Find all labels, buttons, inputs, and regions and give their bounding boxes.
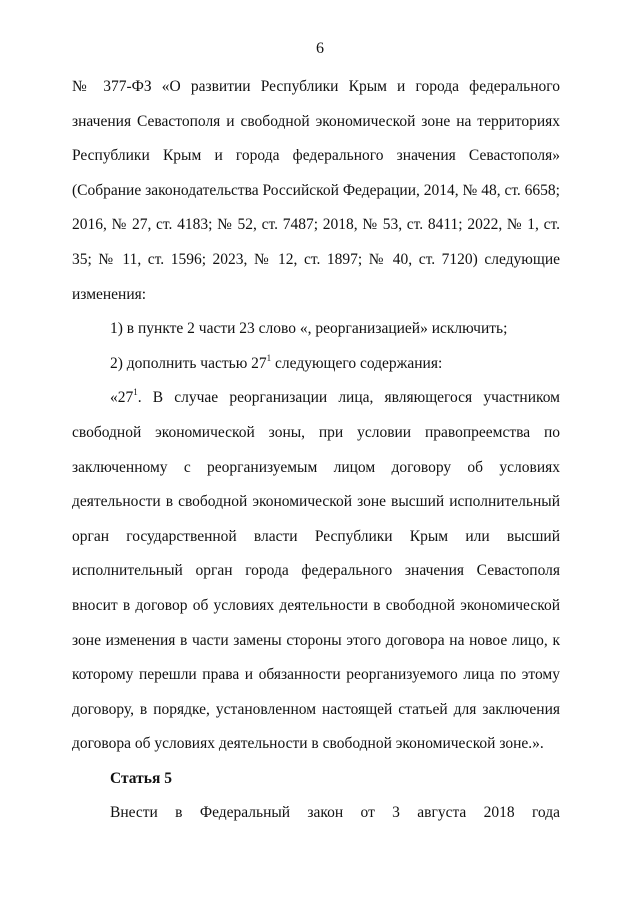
document-body <box>72 70 560 831</box>
quote-text: . В случае реорганизации лица, являющегося участником свободной экономической зоны, при условии правопреемства по заключенному с реорганизуемым лицом договору об условиях деятельности в свободной экономической зоне высший исполнительный орган государственной власти Республики Крым или высший исполнительный орган города федерального значения Севастополя вносит в договор об условиях деятельности в свободной экономической зоне изменения в части замены стороны этого договора на новое лицо, к которому перешли права и обязанности реорганизуемого лица по этому договору, в порядке, установленном настоящей статьей для заключения договора об условиях деятельности в свободной экономической зоне.». <box>72 389 560 753</box>
article-heading: Статья 5 <box>110 769 172 787</box>
item-2-text: 2) дополнить частью 27 <box>110 354 267 372</box>
item-2-paragraph <box>72 347 560 382</box>
item-2-tail: следующего содержания: <box>271 354 443 372</box>
article-text-paragraph: Внести в Федеральный закон от 3 августа 2018 года <box>110 804 560 822</box>
quote-start: «27 <box>110 389 134 407</box>
intro-paragraph: № 377-ФЗ «О развитии Республики Крым и города федерального значения Севастополя и свободной экономической зоне на территориях Республики Крым и города федерального значения Севастополя» (Собрание законодательства Российской Федерации, 2014, № 48, ст. 6658; 2016, № 27, ст. 4183; № 52, ст. 7487; 2018, № 53, ст. 8411; 2022, № 1, ст. 35; № 11, ст. 1596; 2023, № 12, ст. 1897; № 40, ст. 7120) следующие изменения: <box>72 78 560 303</box>
page-number: 6 <box>316 40 324 57</box>
item-1-paragraph: 1) в пункте 2 части 23 слово «, реорганизацией» исключить; <box>110 320 508 338</box>
item-2-superscript: 1 <box>266 352 272 363</box>
quoted-part-paragraph <box>72 381 560 762</box>
quote-superscript: 1 <box>133 387 138 398</box>
